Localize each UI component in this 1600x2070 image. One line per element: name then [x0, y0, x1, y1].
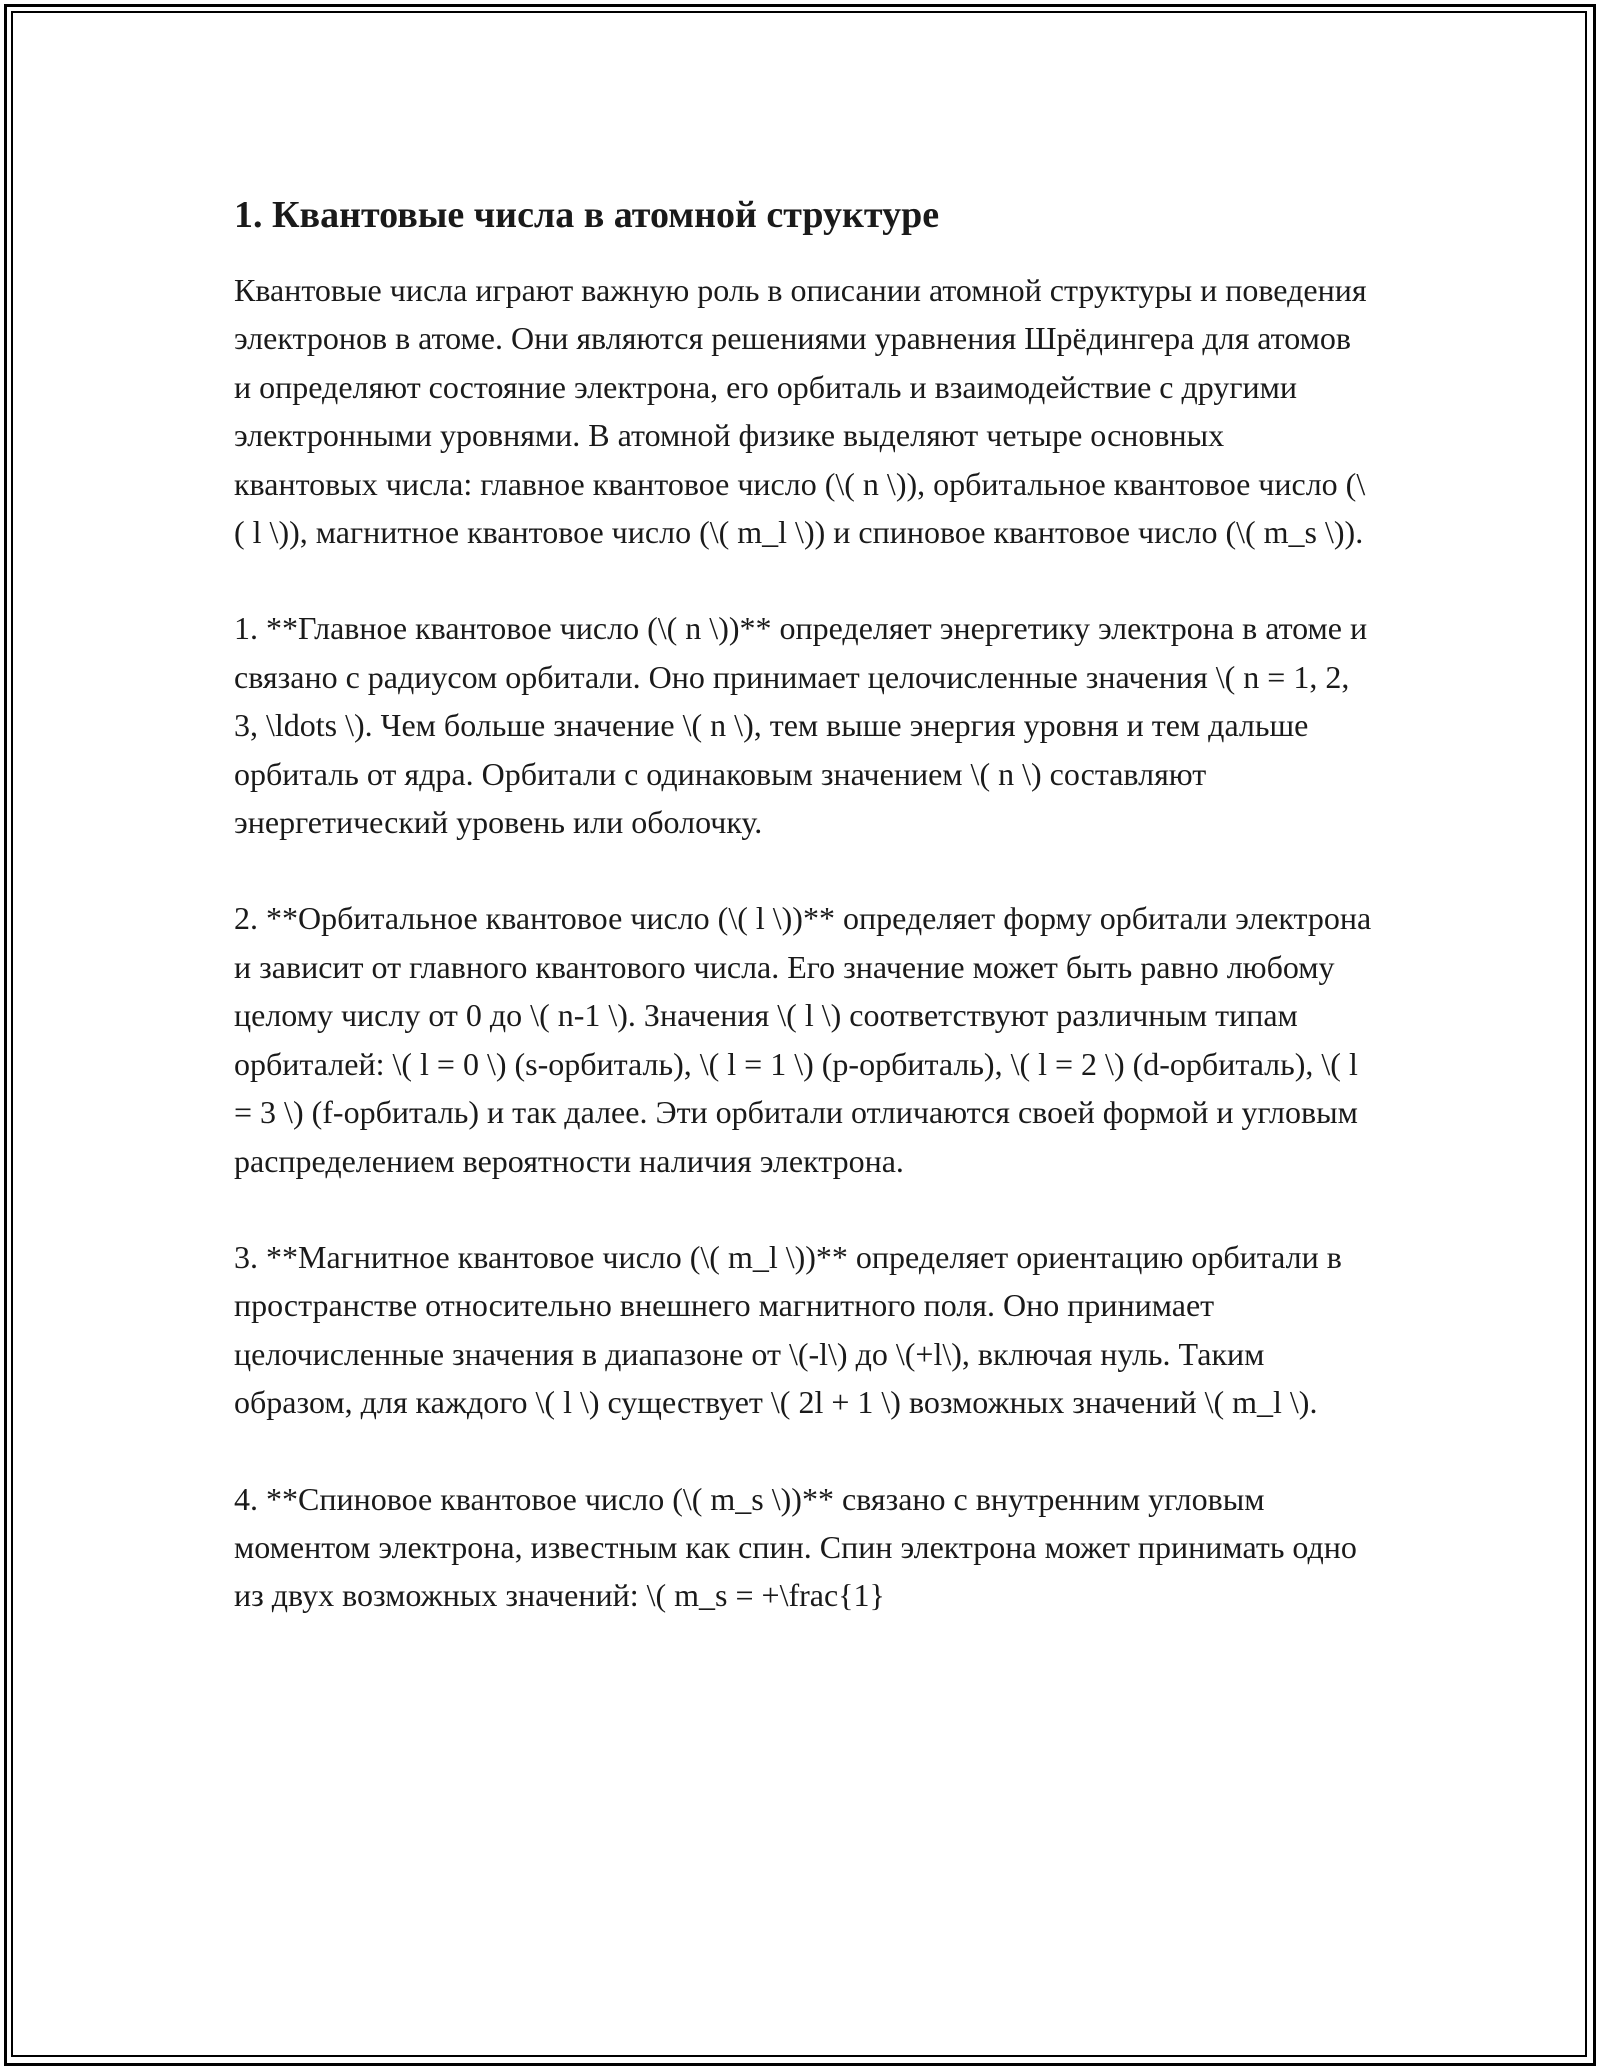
document-body [234, 186, 1374, 1668]
principal-quantum-number-paragraph: 1. **Главное квантовое число (\( n \))** определяет энергетику электрона в атоме и связано с радиусом орбитали. Оно принимает целочисленные значения \( n = 1, 2, 3, \ldots \). Чем больше значение \( n \), тем выше энергия уровня и тем дальше орбиталь от ядра. Орбитали с одинаковым значением \( n \) составляют энергетический уровень или оболочку. [234, 610, 1368, 841]
magnetic-quantum-number-paragraph: 3. **Магнитное квантовое число (\( m_l \))** определяет ориентацию орбитали в пространстве относительно внешнего магнитного поля. Оно принимает целочисленные значения в диапазоне от \(-l\) до \(+l\), включая нуль. Таким образом, для каждого \( l \) существует \( 2l + 1 \) возможных значений \( m_l \). [234, 1238, 1342, 1421]
spin-quantum-number-paragraph: 4. **Спиновое квантовое число (\( m_s \))** связано с внутренним угловым моментом электрона, известным как спин. Спин электрона может принимать одно из двух возможных значений: \( m_s = +\frac{1} [234, 1480, 1357, 1614]
section-heading: 1. Квантовые числа в атомной структуре [234, 194, 940, 236]
intro-paragraph: Квантовые числа играют важную роль в описании атомной структуры и поведения электронов в атоме. Они являются решениями уравнения Шрёдингера для атомов и определяют состояние электрона, его орбиталь и взаимодействие с другими электронными уровнями. В атомной физике выделяют четыре основных квантовых числа: главное квантовое число (\( n \)), орбитальное квантовое число (\( l \)), магнитное квантовое число (\( m_l \)) и спиновое квантовое число (\( m_s \)). [234, 272, 1367, 551]
orbital-quantum-number-paragraph: 2. **Орбитальное квантовое число (\( l \))** определяет форму орбитали электрона и зависит от главного квантового числа. Его значение может быть равно любому целому числу от 0 до \( n-1 \). Значения \( l \) соответствуют различным типам орбиталей: \( l = 0 \) (s-орбиталь), \( l = 1 \) (p-орбиталь), \( l = 2 \) (d-орбиталь), \( l = 3 \) (f-орбиталь) и так далее. Эти орбитали отличаются своей формой и угловым распределением вероятности наличия электрона. [234, 900, 1372, 1179]
